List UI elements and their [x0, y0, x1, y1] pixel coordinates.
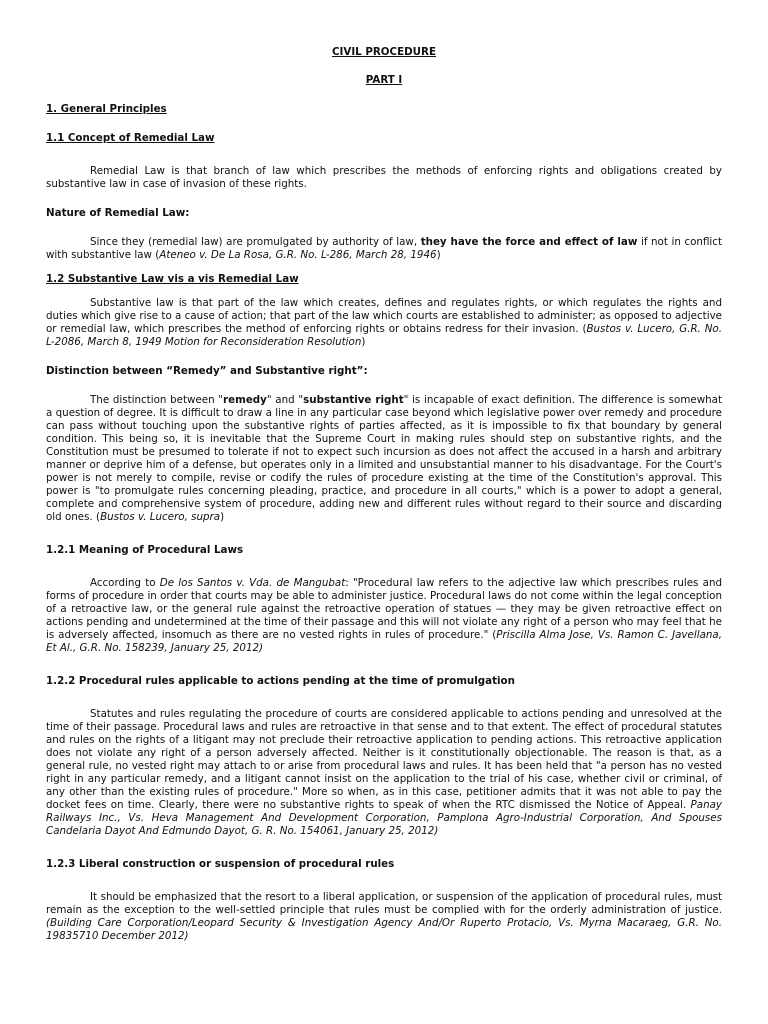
document-title: CIVIL PROCEDURE [331, 46, 437, 58]
citation: Bustos v. Lucero, supra [100, 511, 221, 523]
heading-general-principles: 1. General Principles [46, 103, 167, 115]
paragraph-procedural-laws [46, 577, 722, 655]
text-run: According to [90, 577, 160, 589]
text-run: if not in conflict with substantive law ( [46, 236, 722, 261]
text-run: Statutes and rules regulating the procedure of courts are considered applicable to actions pending and unresolved at the time of their passage. Procedural laws and rules are retroactive in that sense and to that extent. The effect of procedural statutes and rules on the rights of a litigant may not preclude their retroactive application to pending actions. This retroactive application does not violate any right of a person adversely affected. Neither is it constitutionally objectionable. The reason is that, as a general rule, no vested right may attach to or arise from procedural laws and rules. It has been held that "a person has no vested right in any particular remedy, and a litigant cannot insist on the application to the trial of his case, whether civil or criminal, of any other than the existing rules of procedure." More so when, as in this case, petitioner admits that it was not able to pay the docket fees on time. Clearly, there were no substantive rights to speak of when the RTC dismissed the Notice of Appeal. [46, 708, 722, 811]
part-title: PART I [365, 74, 403, 86]
text-run: ) [361, 336, 366, 348]
paragraph-remedial-law-definition: Remedial Law is that branch of law which prescribes the methods of enforcing rights and obligations created by substantive law in case of invasion of these rights. [46, 165, 722, 190]
heading-concept-remedial-law: 1.1 Concept of Remedial Law [46, 132, 215, 144]
text-run: The distinction between " [90, 394, 224, 406]
paragraph-nature [46, 236, 722, 262]
text-run: " and " [266, 394, 304, 406]
paragraph-procedural-rules-pending [46, 708, 722, 838]
text-run: Since they (remedial law) are promulgated by authority of law, [90, 236, 421, 248]
text-run: Substantive law is that part of the law which creates, defines and regulates rights, or which regulates the rights and duties which give rise to a cause of action; that part of the law which courts are established to administer; as opposed to adjective or remedial law, which prescribes the method of enforcing rights or obtains redress for their invasion. ( [46, 297, 722, 335]
citation: Bustos v. Lucero, G.R. No. L-2086, March 8, 1949 Motion for Reconsideration Resolution [46, 323, 723, 348]
text-run: It should be emphasized that the resort to a liberal application, or suspension of the application of procedural rules, must remain as the exception to the well-settled principle that rules must be complied with for the orderly administration of justice. [46, 891, 722, 916]
citation: Panay Railways Inc., Vs. Heva Management And Development Corporation, Pamplona Agro-Industrial Corporation, And Spouses Candelaria Dayot And Edmundo Dayot, G. R. No. 154061, January 25, 2012) [46, 799, 722, 837]
paragraph-substantive-law [46, 297, 722, 349]
citation: De los Santos v. Vda. de Mangubat [159, 577, 346, 589]
text-run: " is incapable of exact definition. The difference is somewhat a question of degree. It is difficult to draw a line in any particular case beyond which legislative power over remedy and procedure can pass without touching upon the substantive rights of parties affected, as it is impossible to fix that boundary by general condition. This being so, it is inevitable that the Supreme Court in making rules should step on substantive rights, and the Constitution must be presumed to tolerate if not to expect such incursion as does not affect the accused in a harsh and arbitrary manner or deprive him of a defense, but operates only in a limited and unsubstantial manner to his disadvantage. For the Court's power is not merely to compile, revise or codify the rules of procedure existing at the time of the Constitution's approval. This power is "to promulgate rules concerning pleading, practice, and procedure in all courts," which is a power to adopt a general, complete and comprehensive system of procedure, adding new and different rules without regard to their source and discarding old ones. ( [46, 394, 723, 523]
bold-text: remedy [223, 394, 267, 406]
text-run: : "Procedural law refers to the adjective law which prescribes rules and forms of procedure in order that courts may be able to administer justice. Procedural laws do not come within the legal conception of a retroactive law, or the general rule against the retroactive operation of statues — they may be given retroactive effect on actions pending and undetermined at the time of their passage and this will not violate any right of a person who may feel that he is adversely affected, insomuch as there are no vested rights in rules of procedure." ( [46, 577, 723, 641]
citation: (Building Care Corporation/Leopard Security & Investigation Agency And/Or Ruperto Protacio, Vs. Myrna Macaraeg, G.R. No. 19835710 December 2012) [46, 917, 722, 942]
heading-nature-remedial-law: Nature of Remedial Law: [46, 207, 190, 219]
heading-distinction: Distinction between “Remedy” and Substantive right”: [46, 365, 368, 377]
heading-meaning-procedural-laws: 1.2.1 Meaning of Procedural Laws [46, 544, 244, 556]
text-run: ) [436, 249, 441, 261]
citation: Priscilla Alma Jose, Vs. Ramon C. Javellana, Et Al., G.R. No. 158239, January 25, 2012) [46, 629, 722, 654]
heading-substantive-vs-remedial: 1.2 Substantive Law vis a vis Remedial Law [46, 273, 299, 285]
citation: Ateneo v. De La Rosa, G.R. No. L-286, March 28, 1946 [159, 249, 437, 261]
paragraph-liberal-construction [46, 891, 722, 943]
heading-liberal-construction: 1.2.3 Liberal construction or suspension of procedural rules [46, 858, 395, 870]
bold-text: they have the force and effect of law [420, 236, 638, 248]
heading-procedural-rules-pending: 1.2.2 Procedural rules applicable to actions pending at the time of promulgation [46, 675, 515, 687]
bold-text: substantive right [303, 394, 404, 406]
paragraph-distinction [46, 394, 722, 524]
text-run: ) [220, 511, 225, 523]
